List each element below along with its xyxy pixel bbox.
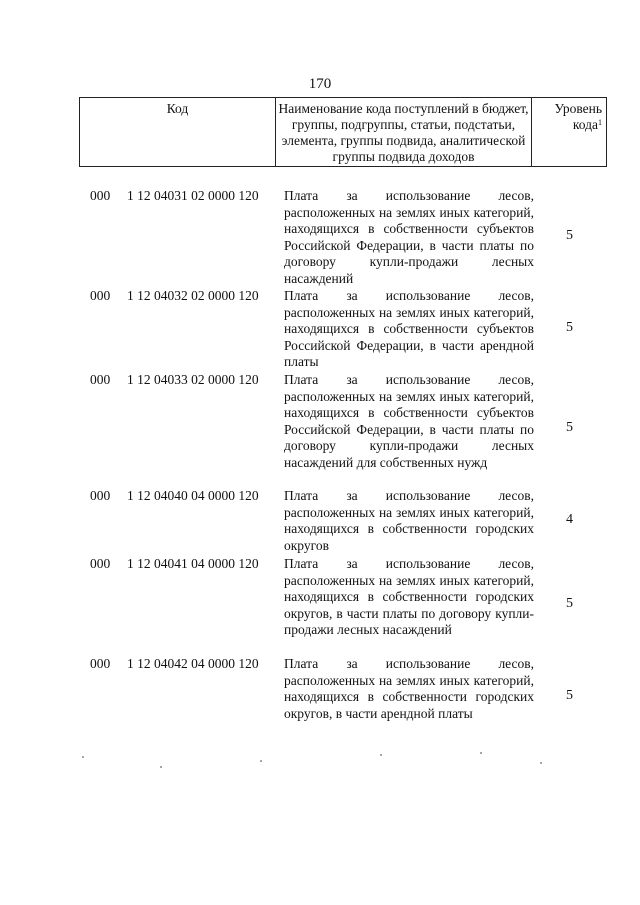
header-level-footnote: 1 <box>598 118 602 127</box>
row-prefix: 000 <box>90 656 111 671</box>
header-level-label: Уровень кода <box>554 101 602 132</box>
scan-speck <box>160 766 162 768</box>
row-prefix: 000 <box>90 188 111 203</box>
header-level <box>532 98 606 166</box>
row-prefix: 000 <box>90 488 111 503</box>
scan-noise <box>80 752 580 792</box>
row-name: Плата за использование лесов, расположенных на землях иных категорий, находящихся в собственности городских округов, в части платы по договору купли-продажи лесных насаждений <box>284 556 534 638</box>
row-code: 1 12 04040 04 0000 120 <box>127 488 259 503</box>
page-number: 170 <box>308 76 332 92</box>
scan-speck <box>260 760 262 762</box>
row-name: Плата за использование лесов, расположенных на землях иных категорий, находящихся в собственности субъектов Российской Федерации, в части арендной платы <box>284 288 534 370</box>
row-level: 4 <box>566 512 573 527</box>
row-level: 5 <box>566 596 573 611</box>
row-level: 5 <box>566 228 573 243</box>
row-level: 5 <box>566 420 573 435</box>
row-name: Плата за использование лесов, расположенных на землях иных категорий, находящихся в собственности городских округов, в части арендной платы <box>284 656 534 721</box>
row-name: Плата за использование лесов, расположенных на землях иных категорий, находящихся в собственности городских округов <box>284 488 534 553</box>
scan-speck <box>540 762 542 764</box>
scan-speck <box>480 752 482 754</box>
row-prefix: 000 <box>90 288 111 303</box>
row-name: Плата за использование лесов, расположенных на землях иных категорий, находящихся в собственности субъектов Российской Федерации, в части платы по договору купли-продажи лесных насаждений <box>284 188 534 286</box>
scan-speck <box>380 754 382 756</box>
table-header <box>79 97 607 167</box>
header-code: Код <box>80 98 276 166</box>
row-prefix: 000 <box>90 556 111 571</box>
row-code: 1 12 04031 02 0000 120 <box>127 188 259 203</box>
row-level: 5 <box>566 688 573 703</box>
row-code: 1 12 04033 02 0000 120 <box>127 372 259 387</box>
row-code: 1 12 04032 02 0000 120 <box>127 288 259 303</box>
row-code: 1 12 04042 04 0000 120 <box>127 656 259 671</box>
scan-speck <box>82 756 84 758</box>
row-prefix: 000 <box>90 372 111 387</box>
row-code: 1 12 04041 04 0000 120 <box>127 556 259 571</box>
row-name: Плата за использование лесов, расположенных на землях иных категорий, находящихся в собственности субъектов Российской Федерации, в части платы по договору купли-продажи лесных насаждений для собственных нужд <box>284 372 534 470</box>
header-name: Наименование кода поступлений в бюджет, группы, подгруппы, статьи, подстатьи, элемента, группы подвида, аналитической группы подвида доходов <box>276 98 532 166</box>
row-level: 5 <box>566 320 573 335</box>
